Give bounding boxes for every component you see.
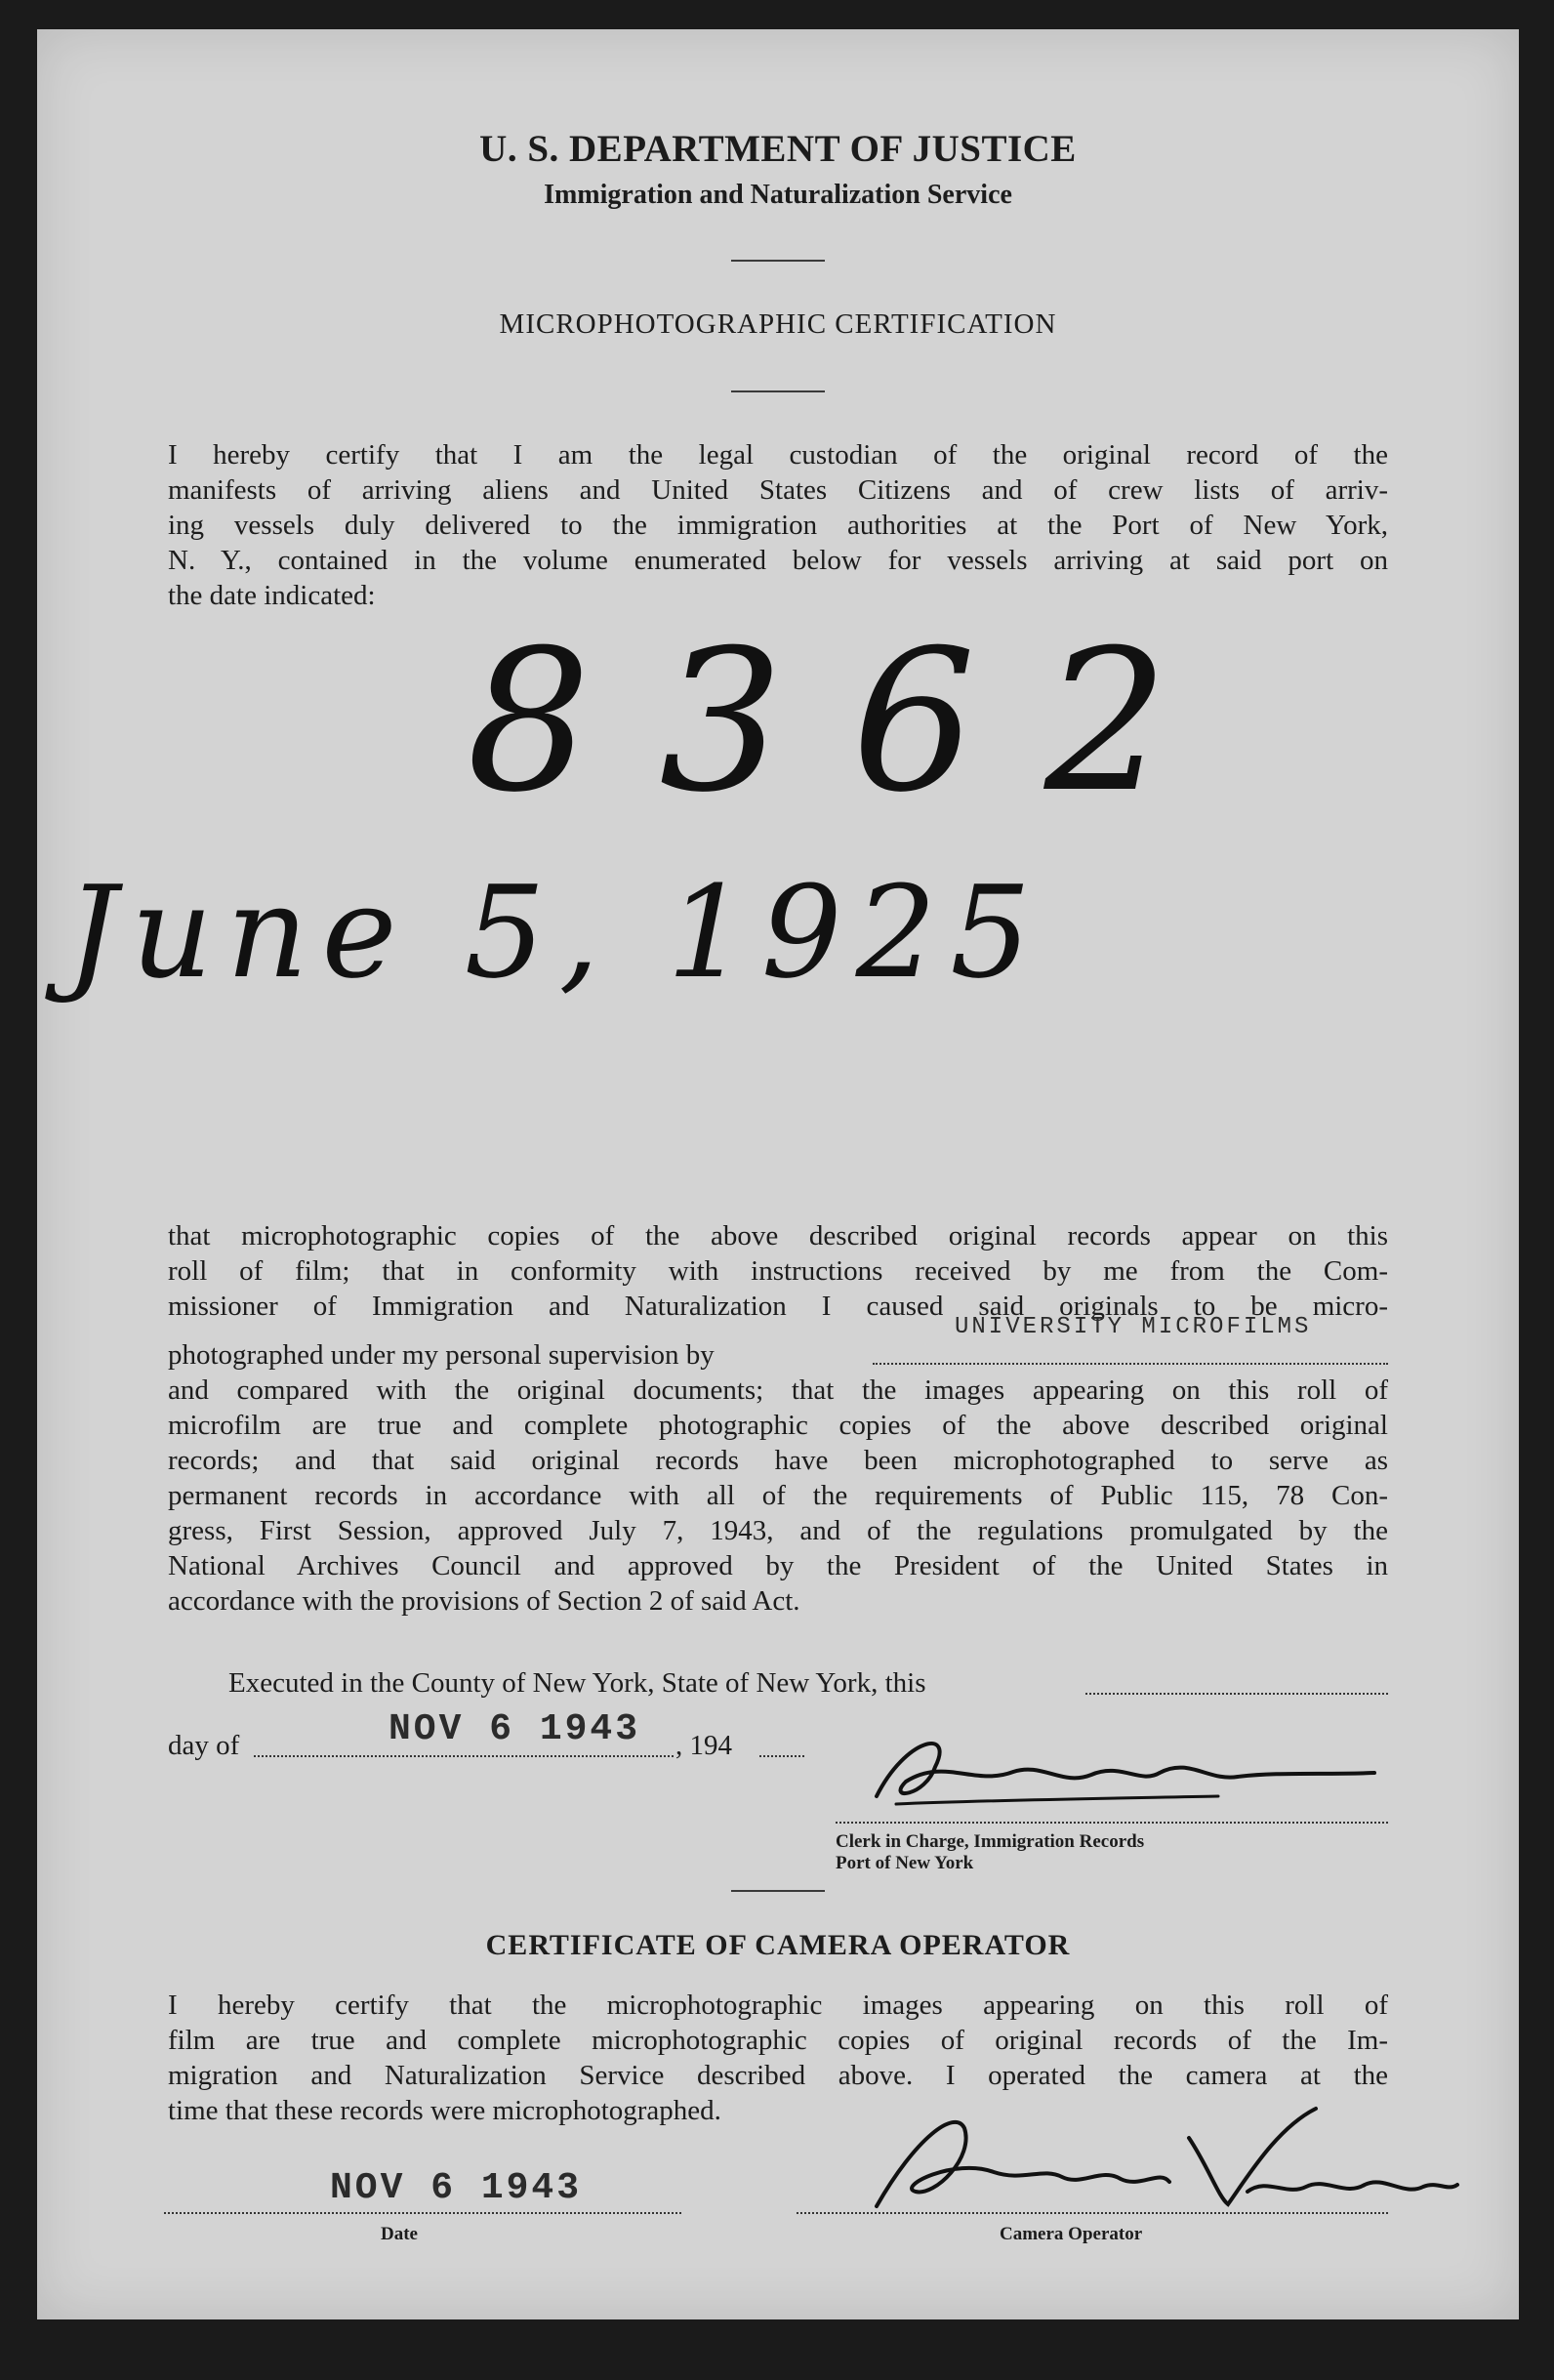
body-line: records; and that said original records have been microphotographed to serve as [168,1445,1388,1476]
day-of-label: day of [168,1730,240,1761]
body-line: microfilm are true and complete photographic copies of the above described original [168,1410,1388,1441]
execution-date-stamp: NOV 6 1943 [388,1708,641,1750]
handwritten-arrival-date: June 5, 1925 [66,858,1045,1006]
camera-line: film are true and complete microphotographic copies of original records of the Im- [168,2025,1388,2056]
clerk-title [836,1831,1144,1874]
body-line: National Archives Council and approved by the President of the United States in [168,1550,1388,1581]
day-of-dotted-line [254,1755,674,1757]
certificate-sheet [37,29,1519,2319]
clerk-title-line: Clerk in Charge, Immigration Records [836,1831,1145,1852]
intro-line: the date indicated: [168,580,376,611]
intro-paragraph [168,437,1388,613]
divider-middle [731,390,825,392]
body-line: accordance with the provisions of Section 2 of said Act. [168,1585,800,1617]
camera-operator-label: Camera Operator [1000,2224,1143,2244]
clerk-signature [867,1728,1384,1816]
year-dotted-line [759,1755,804,1757]
camera-date-stamp: NOV 6 1943 [330,2167,583,2209]
execution-line: Executed in the County of New York, State of New York, this [228,1667,926,1699]
camera-operator-line [797,2212,1388,2214]
camera-certificate-title: CERTIFICATE OF CAMERA OPERATOR [485,1929,1071,1961]
body-line: permanent records in accordance with all of the requirements of Public 115, 78 Con- [168,1480,1388,1511]
year-suffix: , 194 [675,1730,732,1761]
camera-operator-signature [857,2099,1462,2226]
intro-line: manifests of arriving aliens and United States Citizens and of crew lists of arriv- [168,474,1388,506]
body-line: roll of film; that in conformity with instructions received by me from the Com- [168,1255,1388,1287]
camera-date-line [164,2212,681,2214]
department-heading: U. S. DEPARTMENT OF JUSTICE [479,128,1077,170]
date-label: Date [381,2224,418,2244]
handwritten-volume-number: 8362 [467,608,1237,836]
supervision-prefix: photographed under my personal supervision by [168,1339,715,1371]
camera-line: I hereby certify that the microphotographic images appearing on this roll of [168,1990,1388,2021]
supervision-line [168,1314,1388,1373]
service-heading: Immigration and Naturalization Service [544,180,1012,210]
intro-line: N. Y., contained in the volume enumerated below for vessels arriving at said port on [168,545,1388,576]
execution-dotted-line [1085,1693,1388,1695]
clerk-signature-line [836,1822,1388,1824]
divider-bottom [731,1890,825,1892]
camera-line: migration and Naturalization Service described above. I operated the camera at the [168,2060,1388,2091]
body-line: gress, First Session, approved July 7, 1943, and of the regulations promulgated by the [168,1515,1388,1546]
certification-title: MICROPHOTOGRAPHIC CERTIFICATION [499,308,1057,340]
intro-line: ing vessels duly delivered to the immigration authorities at the Port of New York, [168,510,1388,541]
divider-top [731,260,825,262]
intro-line: I hereby certify that I am the legal custodian of the original record of the [168,439,1388,471]
body-line: missioner of Immigration and Naturalization I caused said originals to be micro- [168,1291,1388,1322]
clerk-title-line: Port of New York [836,1853,974,1873]
body-line: and compared with the original documents; that the images appearing on this roll of [168,1375,1388,1406]
body-line: that microphotographic copies of the above described original records appear on this [168,1220,1388,1252]
camera-line: time that these records were microphotographed. [168,2095,721,2126]
supervisor-dotted-line [873,1363,1388,1365]
operator-stamp: UNIVERSITY MICROFILMS [955,1314,1312,1340]
body-paragraph [168,1218,1388,1619]
